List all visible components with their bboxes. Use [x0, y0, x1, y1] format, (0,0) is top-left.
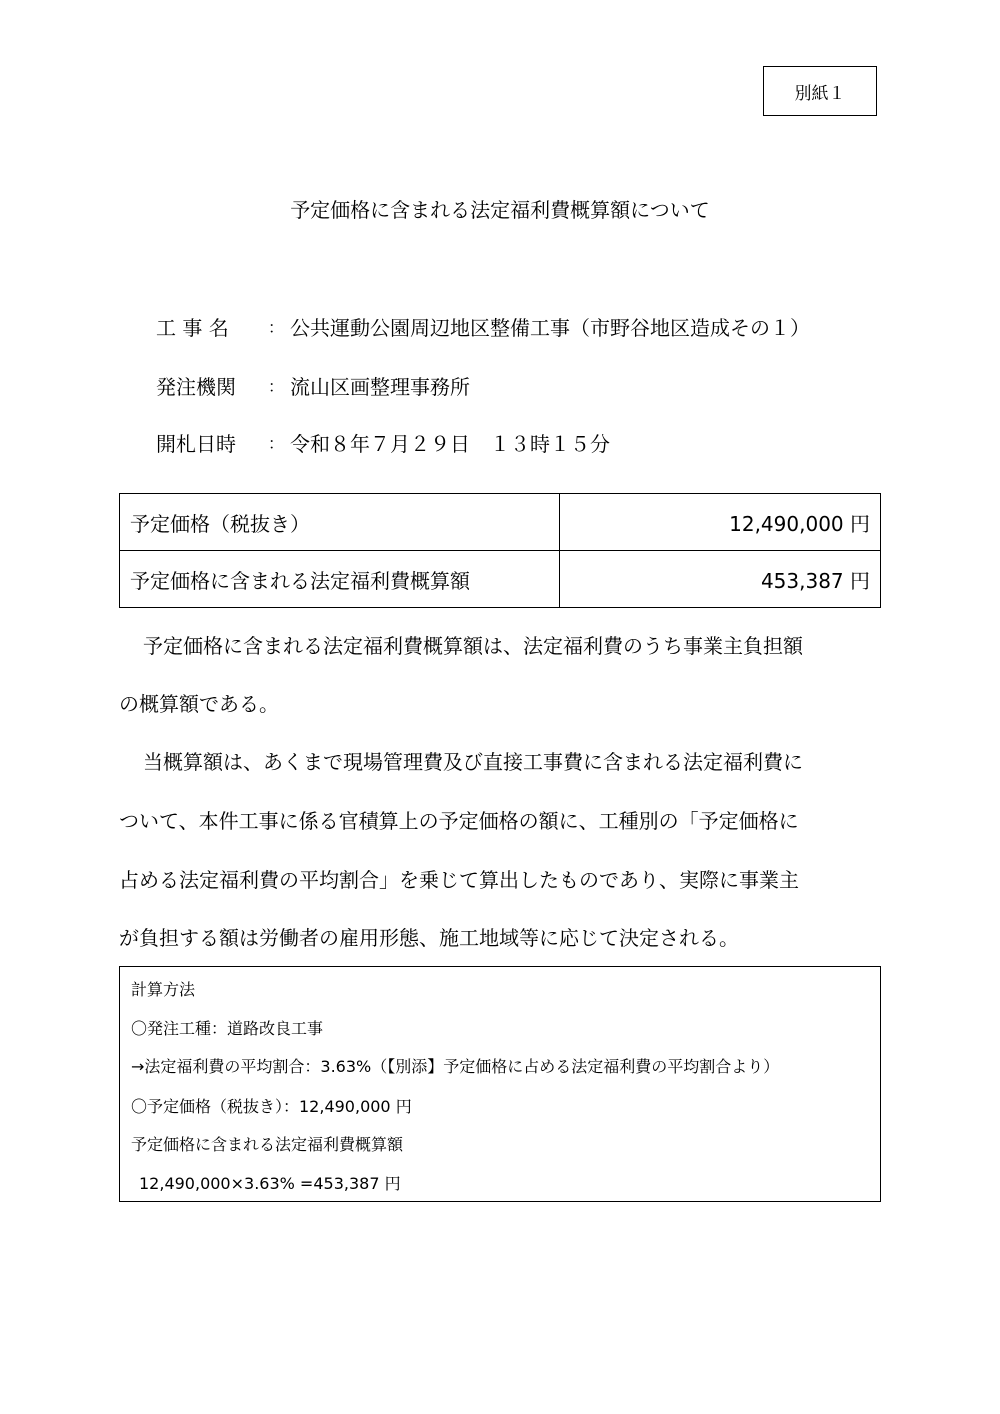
welfare-cost-label: 予定価格に含まれる法定福利費概算額: [120, 551, 560, 608]
info-orderer: [156, 370, 470, 400]
paragraph-line: 予定価格に含まれる法定福利費概算額は、法定福利費のうち事業主負担額: [143, 634, 803, 658]
orderer-value: 流山区画整理事務所: [290, 374, 470, 399]
planned-price-value: 12,490,000 円: [560, 494, 881, 551]
calculation-line: →法定福利費の平均割合：3.63%（【別添】予定価格に占める法定福利費の平均割合より）: [131, 1057, 780, 1076]
calculation-formula: 12,490,000×3.63% =453,387 円: [139, 1174, 401, 1193]
work-name-label: 工 事 名: [156, 315, 229, 340]
welfare-cost-value: 453,387 円: [560, 551, 881, 608]
opening-value: 令和８年７月２９日 １３時１５分: [290, 431, 610, 456]
orderer-label: 発注機関: [156, 374, 236, 399]
work-name-separator: ：: [268, 317, 285, 337]
paragraph-line: 占める法定福利費の平均割合」を乗じて算出したものであり、実際に事業主: [119, 868, 799, 892]
opening-label: 開札日時: [156, 431, 236, 456]
annex-label: [763, 66, 877, 116]
calculation-box: [119, 966, 881, 1202]
calculation-line: 予定価格に含まれる法定福利費概算額: [131, 1135, 404, 1154]
paragraph-line: ついて、本件工事に係る官積算上の予定価格の額に、工種別の「予定価格に: [119, 809, 799, 833]
work-name-value: 公共運動公園周辺地区整備工事（市野谷地区造成その１）: [290, 315, 810, 340]
planned-price-label: 予定価格（税抜き）: [120, 494, 560, 551]
price-table: [119, 493, 881, 608]
page-title: 予定価格に含まれる法定福利費概算額について: [290, 198, 710, 222]
info-opening-datetime: [156, 427, 610, 457]
table-row: [120, 551, 881, 608]
paragraph-line: が負担する額は労働者の雇用形態、施工地域等に応じて決定される。: [119, 926, 739, 950]
calculation-heading: 計算方法: [131, 980, 196, 999]
paragraph-line: 当概算額は、あくまで現場管理費及び直接工事費に含まれる法定福利費に: [143, 750, 803, 774]
calculation-line: 〇予定価格（税抜き）：12,490,000 円: [131, 1097, 412, 1116]
table-row: [120, 494, 881, 551]
info-work-name: [156, 311, 810, 341]
paragraph-line: の概算額である。: [119, 692, 279, 716]
orderer-separator: ：: [268, 376, 285, 396]
annex-label-text: 別紙１: [794, 83, 846, 104]
calculation-line: 〇発注工種：道路改良工事: [131, 1019, 324, 1038]
opening-separator: ：: [268, 433, 285, 453]
